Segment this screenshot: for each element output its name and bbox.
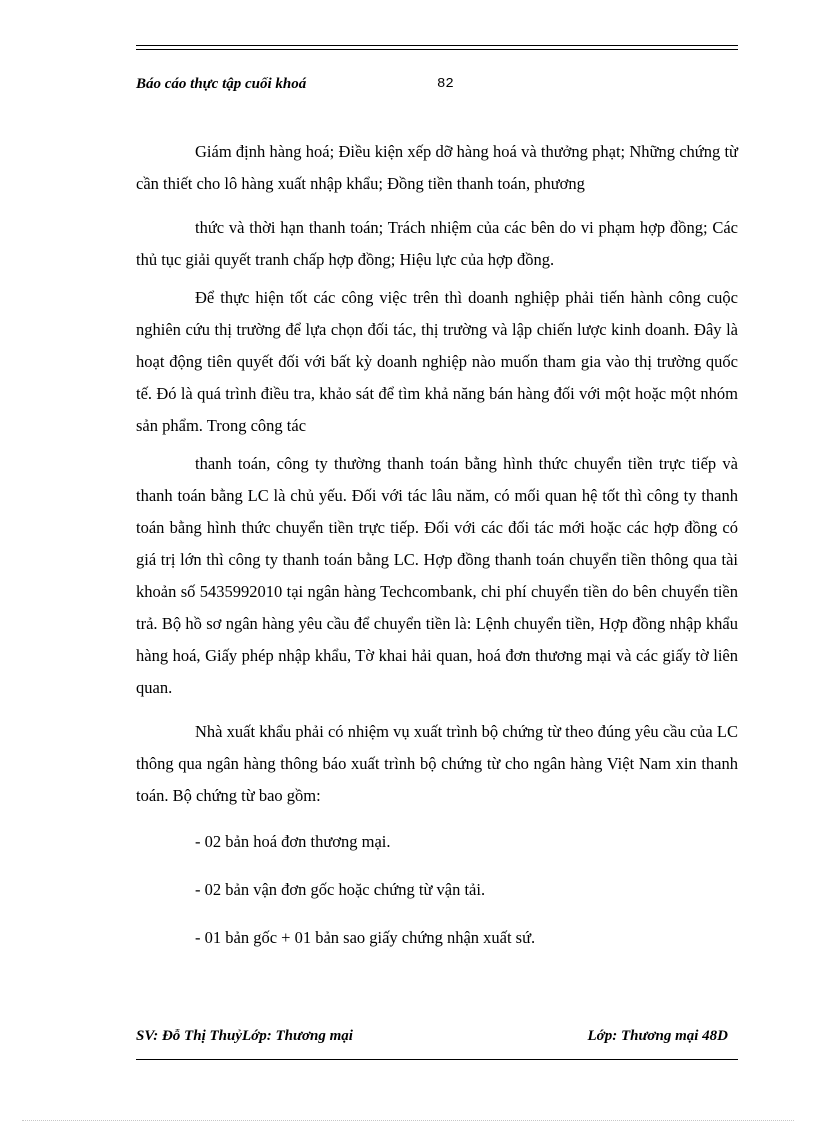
footer-class: Lớp: Thương mại 48D [587,1028,728,1044]
document-body [136,136,738,954]
report-title: Báo cáo thực tập cuối khoá [136,76,307,92]
paragraph-5: Nhà xuất khẩu phải có nhiệm vụ xuất trình bộ chứng từ theo đúng yêu cầu của LC thông qua ngân hàng thông báo xuất trình bộ chứng từ cho ngân hàng Việt Nam xin thanh toán. Bộ chứng từ bao gồm: [136,722,738,805]
list-item: - 02 bản hoá đơn thương mại. [195,832,391,851]
page-number: 82 [437,76,454,92]
paragraph-4: thanh toán, công ty thường thanh toán bằng hình thức chuyển tiền trực tiếp và thanh toán bằng LC là chủ yếu. Đối với tác lâu năm, có mối quan hệ tốt thì công ty thanh toán bằng hình thức chuyển tiền trực tiếp. Đối với các đối tác mới hoặc các hợp đồng có giá trị lớn thì công ty thanh toán bằng LC. Hợp đồng thanh toán chuyển tiền thông qua tài khoản số 5435992010 tại ngân hàng Techcombank, chi phí chuyển tiền do bên chuyển tiền trả. Bộ hồ sơ ngân hàng yêu cầu để chuyển tiền là: Lệnh chuyển tiền, Hợp đồng nhập khẩu hàng hoá, Giấy phép nhập khẩu, Tờ khai hải quan, hoá đơn thương mại và các giấy tờ liên quan. [136,454,738,697]
paragraph-1: Giám định hàng hoá; Điều kiện xếp dỡ hàng hoá và thưởng phạt; Những chứng từ cần thiết cho lô hàng xuất nhập khẩu; Đồng tiền thanh toán, phương [136,142,738,193]
list-item: - 02 bản vận đơn gốc hoặc chứng từ vận tải. [195,880,486,899]
page-edge-divider [22,1120,794,1121]
paragraph-2: thức và thời hạn thanh toán; Trách nhiệm của các bên do vi phạm hợp đồng; Các thủ tục giải quyết tranh chấp hợp đồng; Hiệu lực của hợp đồng. [136,218,738,269]
footer-student: SV: Đỗ Thị ThuỷLớp: Thương mại [136,1028,353,1044]
footer-rule [136,1059,738,1060]
header-rule [136,45,738,50]
paragraph-3: Để thực hiện tốt các công việc trên thì doanh nghiệp phải tiến hành công cuộc nghiên cứu thị trường để lựa chọn đối tác, thị trường và lập chiến lược kinh doanh. Đây là hoạt động tiên quyết đối với bất kỳ doanh nghiệp nào muốn tham gia vào thị trường quốc tế. Đó là quá trình điều tra, khảo sát để tìm khả năng bán hàng đối với một hoặc một nhóm sản phẩm. Trong công tác [136,288,738,435]
list-item: - 01 bản gốc + 01 bản sao giấy chứng nhận xuất sứ. [195,928,536,947]
